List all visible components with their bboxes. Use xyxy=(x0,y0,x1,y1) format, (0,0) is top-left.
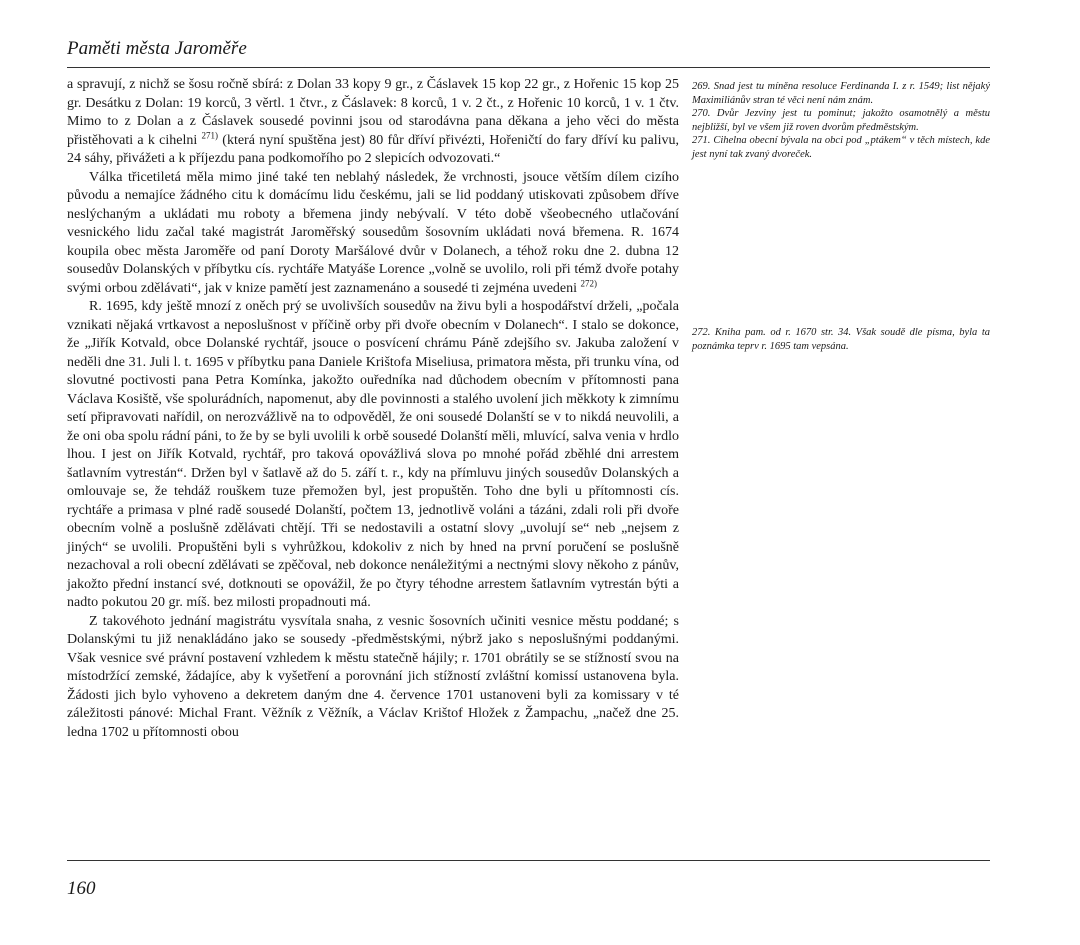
footnote-271: 271. Cihelna obecní bývala na obci pod „ptákem“ v těch místech, kde jest nyní tak zvaný dvoreček. xyxy=(692,135,990,160)
paragraph-2-text: Válka třicetiletá měla mimo jiné také ten neblahý následek, že vrchnosti, jsouce větším dílem cizího původu a nemajíce žádného citu k domácímu lidu českému, jali se lid poddaný utiskovati způsobem dříve neslýchaným a ukládati mu roboty a břemena jindy nebývalí. V této době všeobecného utlačování vesnického lidu začal také magistrát Jaroměřský sousedům šosovním ukládati nová břemena. R. 1674 koupila obec města Jaroměře od paní Doroty Maršálové dvůr v Dolanech, a téhož roku dne 2. dubna 12 sousedův Dolanských v příbytku cís. rychtáře Matyáše Lorence „volně se uvolilo, roli při témž dvoře potahy svými orbou zdělávati“, jak v knize pamětí jest zaznamenáno a sousedé ti zejména uvedeni xyxy=(67,169,679,296)
header-rule xyxy=(67,67,990,68)
footnote-ref-271: 271) xyxy=(201,129,218,140)
paragraph-3: R. 1695, kdy ještě mnozí z oněch prý se uvolivších sousedův na živu byli a hospodářství drželi, „počala vznikati nějaká vrtkavost a neposlušnost v příčině orby při dvoře obecním v Dolanech“. I stalo se dokonce, že „Jiřík Kotvald, obce Dolanské rychtář, jsouce o posvícení chrámu Páně zdejšího sv. Jakuba založení v neděli dne 31. Juli l. t. 1695 v příbytku pana Daniele Krištofa Miseliusa, primatora města, při trunku vína, od slovutné poctivosti pana Petra Komínka, jakožto ouředníka nad důchodem obecním v přítomnosti pana Václava Kosiště, vše spolurádních, napomenut, aby dle povinnosti a stalého uvolení jich měkkoty k zimnímu setí připravovati nařídil, on nerozvážlivě na to odpověděl, že oni sousedé Dolanští se v to nikdá neuvolili, a že oni oba spolu rádní páni, to že by se byli uvolili k orbě sousedé Dolanští měli, mluvící, salva venia v hrdlo lhou. I jest on Jiřík Kotvald, rychtář, pro taková opovážlivá slova po mnohé pořád zběhlé dni arrestem šatlavním vytrestán“. Držen byl v šatlavě až do 5. září t. r., kdy na přímluvu jiných sousedův Dolanských a omlouvaje se, že tehdáž rouškem tuze přemožen byl, jest propuštěn. Toho dne byli u přítomnosti cís. rychtáře a primasa v plné radě sousedé Dolanští, počtem 13, jednotlivě voláni a tázáni, zdali roli při dvoře obecním volně a poslušně zdělávati chtějí. Tři se nedostavili a ostatní slovy „uvolují se“ neb „nejsem z jiných“ se uvolili. Propuštěni byli s vyhrůžkou, kdokoliv z nich by hned na první poručení se poslušně nezachoval a roli obecní zdělávati se zpěčoval, neb dokonce nenáležitými a nectnými slovy někoho z pánův, jakožto přední instancí své, dotknouti se opovážil, že po čtyry téhodne arrestem šatlavním vytrestán býti a nadto pokutou 20 gr. míš. bez milosti propadnouti má. xyxy=(67,299,679,610)
page-number: 160 xyxy=(67,878,96,899)
paragraph-1 xyxy=(67,76,679,169)
paragraph-4: Z takovéhoto jednání magistrátu vysvítala snaha, z vesnic šosovních učiniti vesnice městu poddané; s Dolanskými tu již nenakládáno jako se sousedy -předměstskými, nýbrž jako s neposlušnými poddanými. Však vesnice své právní postavení vzhledem k městu statečně hájily; r. 1701 obrátily se se stížností svou na místodržící zemské, žádajíce, aby k vyšetření a porovnání jich stížností zvláštní komissí ustanovena byla. Žádosti jich bylo vyhoveno a dekretem daným dne 4. července 1701 ustanoveni byli za komissary v té záležitosti pánové: Michal Frant. Věžník z Věžník, a Václav Krištof Hložek z Žampachu, „načež dne 25. ledna 1702 u přítomnosti obou xyxy=(67,613,679,740)
side-notes-bottom xyxy=(692,326,990,353)
main-text-column xyxy=(67,76,679,742)
footer-rule xyxy=(67,860,990,861)
footnote-ref-272: 272) xyxy=(580,277,598,288)
paragraph-1-part-b: (která nyní spuštěna jest) 80 fůr dříví přivézti, Hořeničtí do fary dříví ku palivu, 24 sáhy, přivážeti a k příjezdu pana podkomořího po 2 slepicích odvozovati.“ xyxy=(67,132,680,166)
paragraph-2 xyxy=(67,169,679,299)
side-notes-top xyxy=(692,80,990,161)
footnote-269: 269. Snad jest tu míněna resoluce Ferdinanda I. z r. 1549; list nějaký Maximiliánův stran té věci není nám znám. xyxy=(692,81,990,106)
footnote-272: 272. Kniha pam. od r. 1670 str. 34. Však soudě dle písma, byla ta poznámka teprv r. 1695 tam vepsána. xyxy=(692,327,990,352)
footnote-270: 270. Dvůr Jezviny jest tu pominut; jakožto osamotnělý a městu nejbližší, byl ve všem již roven dvorům předměstským. xyxy=(692,108,990,133)
running-header-title: Paměti města Jaroměře xyxy=(67,38,247,59)
paragraph-1-part-a: a spravují, z nichž se šosu ročně sbírá: z Dolan 33 kopy 9 gr., z Čáslavek 15 kop 22 gr., z Hořenic 15 kop 25 gr. Desátku z Dolan: 19 korců, 3 věrtl. 1 čtvr., z Čáslavek: 8 korců, 1 v. 2 čt., z Hořenic 10 korců, 1 v. 1 čtv. Mimo to z Dolan a z Čáslavek sousedé povinni jsou od starodávna pana děkana a jeho věci do města přistěhovati a k cihelni xyxy=(67,77,679,148)
